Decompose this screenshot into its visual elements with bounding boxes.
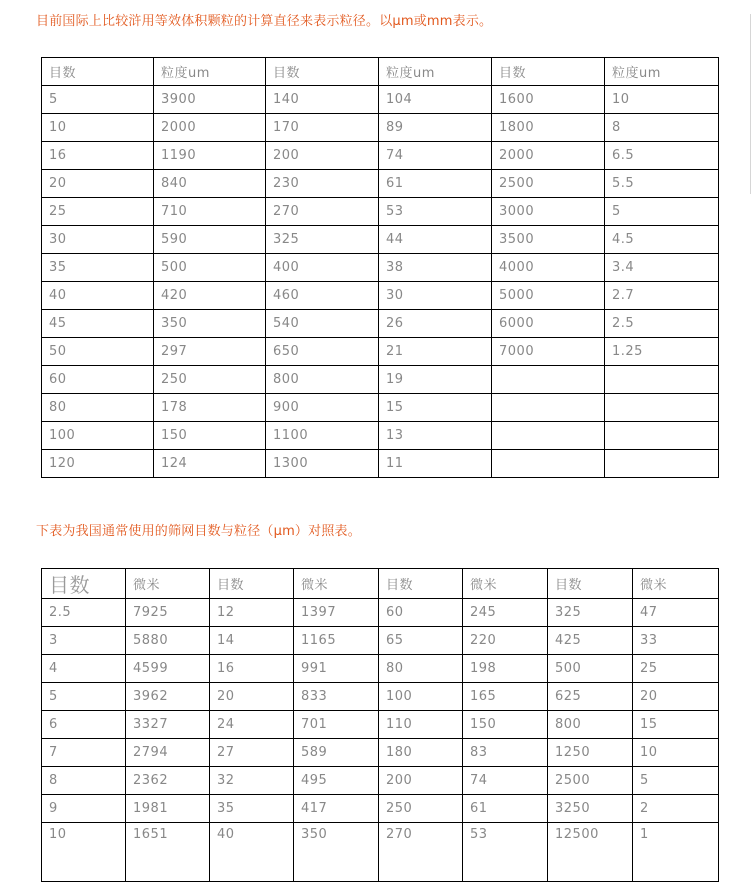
table-cell: 140 — [266, 86, 379, 114]
table-cell: 24 — [210, 711, 294, 739]
table-cell: 800 — [548, 711, 633, 739]
table-cell: 10 — [42, 114, 154, 142]
table-cell: 1190 — [154, 142, 266, 170]
column-header: 微米 — [126, 569, 210, 599]
table-cell: 6.5 — [605, 142, 719, 170]
table-row — [42, 142, 719, 170]
table-cell: 500 — [154, 254, 266, 282]
table-cell: 3250 — [548, 795, 633, 823]
table-cell: 83 — [463, 739, 548, 767]
table-row — [42, 254, 719, 282]
table-row — [42, 795, 719, 823]
table-cell: 2362 — [126, 767, 210, 795]
table-row — [42, 394, 719, 422]
table-cell: 4599 — [126, 655, 210, 683]
table-cell: 19 — [379, 366, 492, 394]
table-cell: 5 — [633, 767, 719, 795]
table-cell: 150 — [154, 422, 266, 450]
table-cell: 16 — [42, 142, 154, 170]
table-cell — [605, 450, 719, 478]
table-cell: 80 — [42, 394, 154, 422]
table-cell: 200 — [266, 142, 379, 170]
table-cell: 2500 — [548, 767, 633, 795]
table-cell: 1300 — [266, 450, 379, 478]
table-cell: 350 — [294, 823, 379, 882]
table-cell: 3 — [42, 627, 126, 655]
table-cell: 500 — [548, 655, 633, 683]
column-header: 目数 — [42, 569, 126, 599]
table-cell: 26 — [379, 310, 492, 338]
column-header: 目数 — [42, 58, 154, 86]
table-cell: 74 — [463, 767, 548, 795]
table-cell: 3962 — [126, 683, 210, 711]
table-cell: 400 — [266, 254, 379, 282]
column-header: 目数 — [548, 569, 633, 599]
table-cell: 198 — [463, 655, 548, 683]
table-cell: 14 — [210, 627, 294, 655]
table-row — [42, 310, 719, 338]
table-cell: 9 — [42, 795, 126, 823]
table-cell: 495 — [294, 767, 379, 795]
table-row — [42, 114, 719, 142]
table-cell: 30 — [42, 226, 154, 254]
table-cell: 245 — [463, 599, 548, 627]
table-cell: 120 — [42, 450, 154, 478]
mesh-size-table-international — [41, 57, 719, 478]
column-header: 目数 — [492, 58, 605, 86]
table-cell: 3327 — [126, 711, 210, 739]
table-cell: 589 — [294, 739, 379, 767]
table-row — [42, 823, 719, 882]
table-cell: 10 — [605, 86, 719, 114]
table-cell: 4.5 — [605, 226, 719, 254]
table-cell: 270 — [266, 198, 379, 226]
table-row — [42, 599, 719, 627]
table-cell: 1250 — [548, 739, 633, 767]
table-cell: 5.5 — [605, 170, 719, 198]
table-cell: 840 — [154, 170, 266, 198]
table-cell: 350 — [154, 310, 266, 338]
table-cell — [605, 422, 719, 450]
table-cell: 325 — [548, 599, 633, 627]
table-row — [42, 170, 719, 198]
table-cell: 2000 — [154, 114, 266, 142]
table-cell: 5880 — [126, 627, 210, 655]
table-cell: 40 — [42, 282, 154, 310]
table-cell: 1165 — [294, 627, 379, 655]
table-cell: 4 — [42, 655, 126, 683]
table-cell: 35 — [42, 254, 154, 282]
mesh-size-table-china — [41, 568, 719, 882]
table-cell: 5 — [42, 683, 126, 711]
table-row — [42, 422, 719, 450]
table-cell: 701 — [294, 711, 379, 739]
table-cell: 800 — [266, 366, 379, 394]
table-row — [42, 366, 719, 394]
table-row — [42, 338, 719, 366]
table-cell: 900 — [266, 394, 379, 422]
table-cell: 710 — [154, 198, 266, 226]
table-cell: 33 — [633, 627, 719, 655]
header-row — [42, 58, 719, 86]
table-cell: 325 — [266, 226, 379, 254]
table-cell: 25 — [42, 198, 154, 226]
table-cell: 80 — [379, 655, 463, 683]
table-cell: 7000 — [492, 338, 605, 366]
table-cell: 7 — [42, 739, 126, 767]
table-cell: 1800 — [492, 114, 605, 142]
table-cell: 20 — [42, 170, 154, 198]
table-cell: 65 — [379, 627, 463, 655]
table-cell: 540 — [266, 310, 379, 338]
table-cell: 650 — [266, 338, 379, 366]
table-cell — [492, 366, 605, 394]
table-cell: 6000 — [492, 310, 605, 338]
table-cell: 200 — [379, 767, 463, 795]
table-cell: 35 — [210, 795, 294, 823]
table-cell: 25 — [633, 655, 719, 683]
table-cell: 15 — [633, 711, 719, 739]
table-cell: 30 — [379, 282, 492, 310]
table-cell: 12 — [210, 599, 294, 627]
table-cell: 8 — [605, 114, 719, 142]
table-cell: 3900 — [154, 86, 266, 114]
table-cell: 16 — [210, 655, 294, 683]
table-cell: 417 — [294, 795, 379, 823]
table-cell: 2.5 — [42, 599, 126, 627]
table-cell: 89 — [379, 114, 492, 142]
table-cell: 7925 — [126, 599, 210, 627]
table-cell: 13 — [379, 422, 492, 450]
table-cell: 5000 — [492, 282, 605, 310]
table-cell: 250 — [379, 795, 463, 823]
table-cell: 178 — [154, 394, 266, 422]
table-cell — [605, 366, 719, 394]
table-cell: 6 — [42, 711, 126, 739]
column-header: 微米 — [633, 569, 719, 599]
table-cell — [492, 450, 605, 478]
table-cell: 124 — [154, 450, 266, 478]
table-cell: 1.25 — [605, 338, 719, 366]
column-header: 目数 — [210, 569, 294, 599]
table-cell: 100 — [379, 683, 463, 711]
table-cell: 4000 — [492, 254, 605, 282]
intro-text: 目前国际上比较浒用等效体积颗粒的计算直径来表示粒径。以μm或mm表示。 — [36, 14, 493, 29]
column-header: 粒度um — [379, 58, 492, 86]
table-cell: 27 — [210, 739, 294, 767]
table-cell: 165 — [463, 683, 548, 711]
table-cell: 10 — [42, 823, 126, 882]
table-cell: 1651 — [126, 823, 210, 882]
table-cell: 170 — [266, 114, 379, 142]
table-cell: 2500 — [492, 170, 605, 198]
table-cell: 61 — [379, 170, 492, 198]
table-cell: 110 — [379, 711, 463, 739]
table-row — [42, 627, 719, 655]
table-row — [42, 226, 719, 254]
table-row — [42, 711, 719, 739]
table-cell: 625 — [548, 683, 633, 711]
table-caption: 下表为我国通常使用的筛网目数与粒径（μm）对照表。 — [36, 524, 361, 539]
column-header: 微米 — [463, 569, 548, 599]
table-cell — [492, 394, 605, 422]
table-cell: 270 — [379, 823, 463, 882]
table-cell: 5 — [42, 86, 154, 114]
table-row — [42, 739, 719, 767]
column-header: 目数 — [266, 58, 379, 86]
table-cell: 47 — [633, 599, 719, 627]
table-cell: 21 — [379, 338, 492, 366]
column-header: 微米 — [294, 569, 379, 599]
table-row — [42, 655, 719, 683]
table-cell: 180 — [379, 739, 463, 767]
table-cell: 460 — [266, 282, 379, 310]
table-cell: 420 — [154, 282, 266, 310]
table-cell: 1600 — [492, 86, 605, 114]
table-cell: 61 — [463, 795, 548, 823]
table-cell: 60 — [42, 366, 154, 394]
table-row — [42, 282, 719, 310]
table-cell: 425 — [548, 627, 633, 655]
table-cell: 1 — [633, 823, 719, 882]
table-cell: 220 — [463, 627, 548, 655]
table-cell: 3000 — [492, 198, 605, 226]
table-cell: 833 — [294, 683, 379, 711]
table-cell: 11 — [379, 450, 492, 478]
table-cell: 2000 — [492, 142, 605, 170]
column-header: 目数 — [379, 569, 463, 599]
table-cell: 53 — [463, 823, 548, 882]
table-cell: 3.4 — [605, 254, 719, 282]
table-cell: 10 — [633, 739, 719, 767]
table-cell: 150 — [463, 711, 548, 739]
table-row — [42, 86, 719, 114]
table-row — [42, 450, 719, 478]
table-cell: 297 — [154, 338, 266, 366]
table-cell: 40 — [210, 823, 294, 882]
table-cell: 250 — [154, 366, 266, 394]
table-cell: 590 — [154, 226, 266, 254]
table-cell — [605, 394, 719, 422]
table-cell: 32 — [210, 767, 294, 795]
table-cell: 2.5 — [605, 310, 719, 338]
table-cell: 2794 — [126, 739, 210, 767]
table-cell: 3500 — [492, 226, 605, 254]
column-header: 粒度um — [605, 58, 719, 86]
table-cell: 2.7 — [605, 282, 719, 310]
table-cell: 74 — [379, 142, 492, 170]
table-cell: 230 — [266, 170, 379, 198]
table-cell: 8 — [42, 767, 126, 795]
table-cell: 1100 — [266, 422, 379, 450]
table-cell: 20 — [633, 683, 719, 711]
table-row — [42, 683, 719, 711]
table-cell: 1981 — [126, 795, 210, 823]
table-row — [42, 198, 719, 226]
table-cell: 15 — [379, 394, 492, 422]
table-cell: 50 — [42, 338, 154, 366]
table-cell: 2 — [633, 795, 719, 823]
table-cell: 60 — [379, 599, 463, 627]
table-cell: 12500 — [548, 823, 633, 882]
table-cell — [492, 422, 605, 450]
table-cell: 991 — [294, 655, 379, 683]
table-cell: 45 — [42, 310, 154, 338]
table-cell: 38 — [379, 254, 492, 282]
table-cell: 53 — [379, 198, 492, 226]
table-cell: 100 — [42, 422, 154, 450]
column-header: 粒度um — [154, 58, 266, 86]
table-cell: 104 — [379, 86, 492, 114]
table-cell: 5 — [605, 198, 719, 226]
table-cell: 44 — [379, 226, 492, 254]
table-row — [42, 767, 719, 795]
table-cell: 1397 — [294, 599, 379, 627]
header-row — [42, 569, 719, 599]
table-cell: 20 — [210, 683, 294, 711]
